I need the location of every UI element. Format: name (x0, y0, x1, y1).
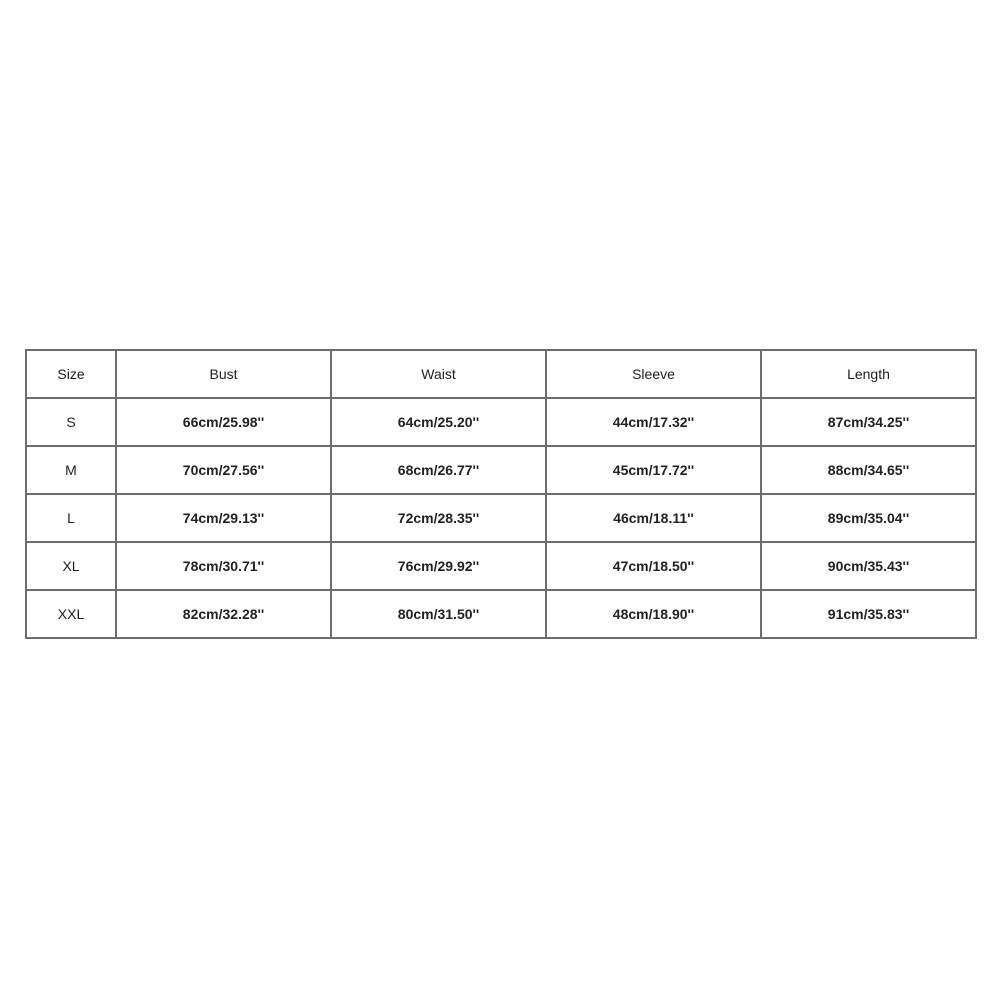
table-row (26, 494, 976, 542)
header-bust: Bust (116, 350, 331, 398)
waist-cell: 68cm/26.77'' (331, 446, 546, 494)
bust-cell: 82cm/32.28'' (116, 590, 331, 638)
sleeve-cell: 44cm/17.32'' (546, 398, 761, 446)
bust-cell: 78cm/30.71'' (116, 542, 331, 590)
length-cell: 89cm/35.04'' (761, 494, 976, 542)
table-header (26, 350, 976, 398)
sleeve-cell: 47cm/18.50'' (546, 542, 761, 590)
bust-cell: 70cm/27.56'' (116, 446, 331, 494)
table-row (26, 542, 976, 590)
length-cell: 88cm/34.65'' (761, 446, 976, 494)
size-cell: L (26, 494, 116, 542)
waist-cell: 64cm/25.20'' (331, 398, 546, 446)
header-length: Length (761, 350, 976, 398)
header-row (26, 350, 976, 398)
waist-cell: 80cm/31.50'' (331, 590, 546, 638)
table-row (26, 590, 976, 638)
sleeve-cell: 48cm/18.90'' (546, 590, 761, 638)
bust-cell: 66cm/25.98'' (116, 398, 331, 446)
size-cell: S (26, 398, 116, 446)
length-cell: 87cm/34.25'' (761, 398, 976, 446)
table-body (26, 398, 976, 638)
sleeve-cell: 46cm/18.11'' (546, 494, 761, 542)
header-waist: Waist (331, 350, 546, 398)
bust-cell: 74cm/29.13'' (116, 494, 331, 542)
waist-cell: 76cm/29.92'' (331, 542, 546, 590)
waist-cell: 72cm/28.35'' (331, 494, 546, 542)
length-cell: 90cm/35.43'' (761, 542, 976, 590)
table-row (26, 398, 976, 446)
size-chart-table (25, 349, 977, 639)
sleeve-cell: 45cm/17.72'' (546, 446, 761, 494)
length-cell: 91cm/35.83'' (761, 590, 976, 638)
size-cell: XL (26, 542, 116, 590)
size-cell: XXL (26, 590, 116, 638)
size-cell: M (26, 446, 116, 494)
header-size: Size (26, 350, 116, 398)
table-row (26, 446, 976, 494)
header-sleeve: Sleeve (546, 350, 761, 398)
